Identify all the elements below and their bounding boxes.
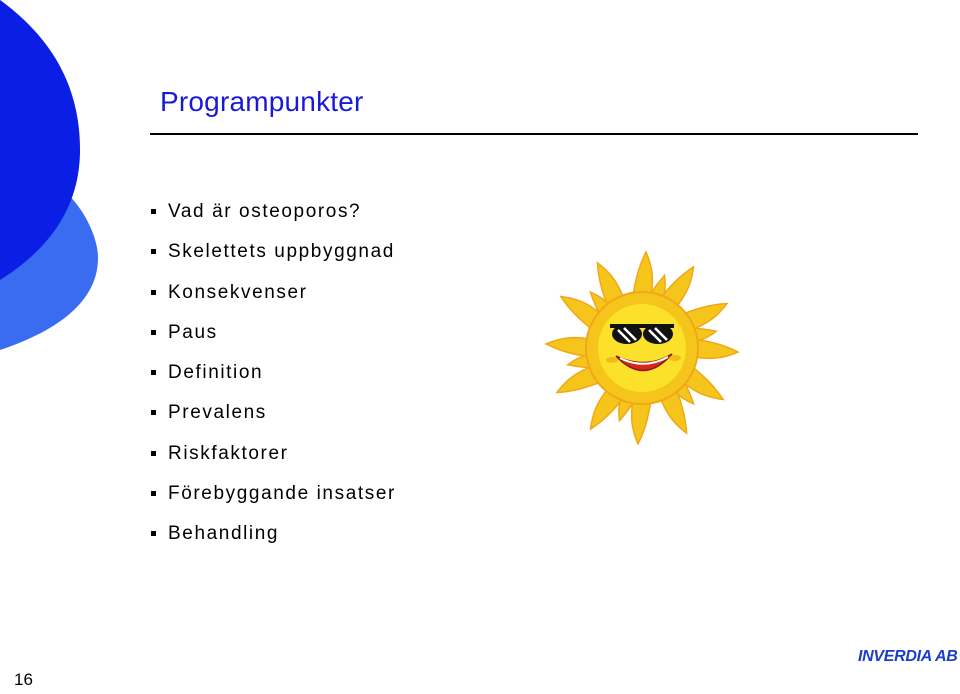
list-item [148,359,396,399]
list-item [148,279,396,319]
list-item [148,480,396,520]
bullet-marker [151,410,156,415]
list-item [148,198,396,238]
list-item-text: Definition [168,362,264,384]
bullet-marker [151,249,156,254]
company-logo-text: INVERDIA AB [858,648,958,665]
list-item [148,520,396,560]
list-item-text: Vad är osteoporos? [168,201,362,222]
slide-title: Programpunkter [160,86,364,117]
agenda-list [148,198,396,561]
list-item [148,319,396,359]
bullet-marker [151,451,156,456]
list-item [148,238,396,278]
title-underline [150,133,918,135]
bullet-marker [151,370,156,375]
bullet-marker [151,330,156,335]
list-item [148,440,396,480]
list-item-text: Skelettets uppbyggnad [168,241,395,263]
bullet-marker [151,209,156,214]
list-item-text: Konsekvenser [168,281,308,303]
decorative-corner-shapes [0,0,120,360]
bullet-marker [151,491,156,496]
sun-with-sunglasses-icon [540,248,745,448]
list-item-text: Riskfaktorer [168,442,289,464]
bullet-marker [151,290,156,295]
list-item-text: Prevalens [168,402,267,424]
list-item-text: Behandling [168,523,280,545]
page-number: 16 [14,670,33,689]
bullet-marker [151,531,156,536]
list-item [148,399,396,439]
list-item-text: Förebyggande insatser [168,483,396,505]
list-item-text: Paus [168,321,218,343]
